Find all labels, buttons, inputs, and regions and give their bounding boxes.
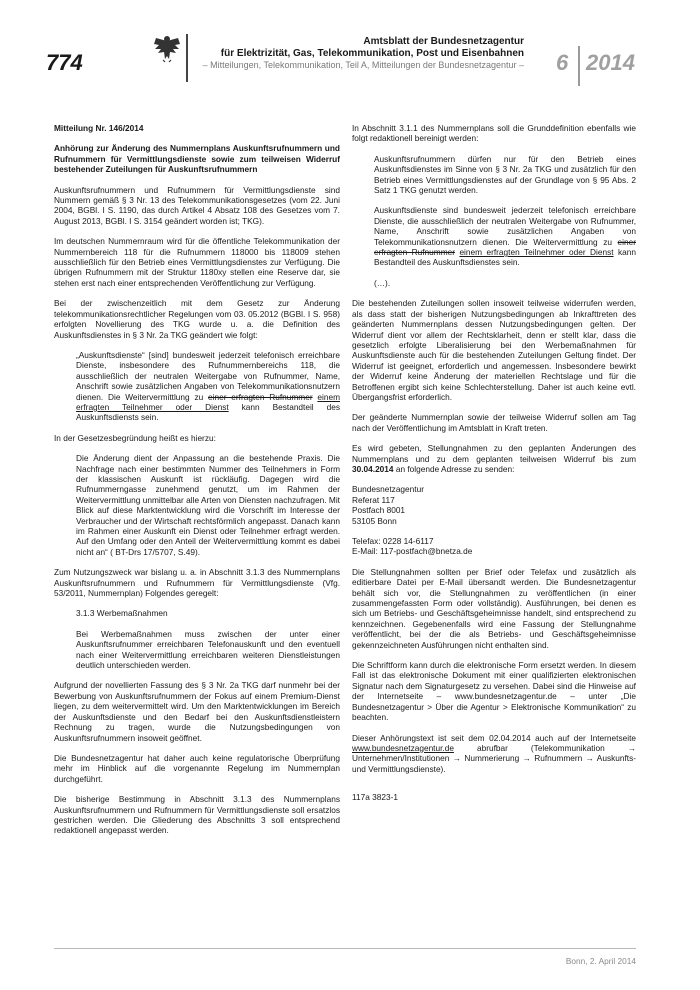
paragraph-text: abrufbar (Telekommunikation → Unternehmen/Institutionen → Nummerierung → Rufnummern → Auskunfts- und Vermittlungsdienste).: [352, 742, 637, 774]
issue-number: 6: [556, 50, 569, 75]
issue-divider: [578, 46, 580, 86]
publication-subtitle: – Mitteilungen, Telekommunikation, Teil A, Mitteilungen der Bundesnetzagentur –: [202, 60, 524, 70]
quote-text: kann Bestandteil des Auskunftsdiensts sein.: [76, 401, 340, 423]
paragraph: [352, 443, 636, 474]
fax-number: Telefax: 0228 14-6117: [352, 536, 434, 546]
inserted-text: einem erfragten Teilnehmer oder Dienst: [76, 391, 341, 412]
address-name: Bundesnetzagentur: [352, 484, 424, 495]
paragraph: Die Schriftform kann durch die elektronische Form ersetzt werden. In diesem Fall ist das elektronische Dokument mit einer qualifizierten elektronischen Signatur nach dem Signaturgesetz zu versehen. Dabei sind die Hinweise auf der Internetseite – www.bundesnetzagentur.de – unter „Die Bundesnetzagentur > Über die Agentur > Elektronische Kommunikation“ zu beachten.: [352, 660, 636, 723]
quote-text: Auskunftsdienste sind bundesweit jederzeit telefonisch erreichbare Dienste, die ausschließlich der neutralen Weitergabe von Rufnummer, Name, Anschrift sowie zusätzlichen Angaben von Telekommunikationsnutzern dienen. Die Weitervermittlung zu: [374, 205, 636, 247]
paragraph: Zum Nutzungszweck war bislang u. a. in Abschnitt 3.1.3 des Nummernplans Auskunftsrufnummern und Rufnummern für Vermittlungsdienste (Vfg. 53/2011, Nummernplan) Folgendes geregelt:: [54, 567, 340, 599]
quote-plan-text: [374, 205, 636, 267]
left-column: [54, 123, 340, 846]
publication-title: [194, 36, 524, 60]
paragraph: Der geänderte Nummernplan sowie der teilweise Widerruf sollen am Tag nach der Veröffentlichung im Amtsblatt in Kraft treten.: [352, 412, 636, 433]
quote-text: „Auskunftsdienste“ [sind] bundesweit jederzeit telefonisch erreichbare Dienste, insbesondere des Rufnummernbereichs 118, die ausschließlich der neutralen Weitergabe von Rufnummer, Name, Anschrift sowie zusätzlichen Angaben von Telekommunikationsnutzern dienen. Die Weitervermittlung zu: [76, 349, 340, 402]
address-pobox: Postfach 8001: [352, 505, 406, 516]
address-department: Referat 117: [352, 494, 395, 505]
notice-title: Anhörung zur Änderung des Nummernplans Auskunftsrufnummern und Rufnummern für Vermittlungsdienste sowie zum teilweisen Widerruf bestehender Zuteilungen für Auskunftsrufnummern: [54, 143, 340, 175]
inserted-text: einem erfragten Teilnehmer oder Dienst: [459, 247, 614, 258]
email-address: E-Mail: 117-postfach@bnetza.de: [352, 546, 473, 557]
paragraph: Die Stellungnahmen sollten per Brief oder Telefax und zusätzlich als editierbare Datei per E-Mail übersandt werden. Die Bundesnetzagentur behält sich vor, die Stellungnahmen zu veröffentlichen (in einer zusammengefassten Form oder vollständig). Ausführungen, bei denen es sich um Betriebs- und Geschäftsgeheimnisse handelt, sind entsprechend zu kennzeichnen. Gegebenenfalls wird eine Fassung der Stellungnahme veröffentlicht, bei der die als Betriebs- und Geschäftsgeheimnisse gekennzeichneten Ausführungen nicht enthalten sind.: [352, 566, 636, 650]
footer-place-date: Bonn, 2. April 2014: [565, 956, 636, 966]
struck-text: einer erfragten Rufnummer: [374, 236, 636, 258]
address-city: 53105 Bonn: [352, 515, 397, 526]
paragraph: Die bisherige Bestimmung in Abschnitt 3.1.3 des Nummernplans Auskunftsrufnummern und Rufnummern für Vermittlungsdienste soll ersatzlos gestrichen werden. Die Gliederung des Abschnitts 3 soll entsprechend redaktionell angepasst werden.: [54, 794, 340, 836]
reference-code: 117a 3823-1: [352, 792, 398, 803]
quote-section-text: Bei Werbemaßnahmen muss zwischen der unter einer Auskunftsrufnummer erreichbaren Telefonauskunft und den eventuell nach einer Weitervermittlung erreichbaren weiteren Dienstleistungen deutlich unterschieden werden.: [76, 628, 340, 671]
paragraph: Auskunftsrufnummern und Rufnummern für Vermittlungsdienste sind Nummern gemäß § 3 Nr. 13 des Telekommunikationsgesetzes (vom 22. Juni 2004, BGBl. I S. 1190, das durch Artikel 4 Absatz 108 des Gesetzes vom 7. August 2013, BGBl. I S. 3154 geändert worden ist; TKG).: [54, 184, 340, 226]
footer-divider: [54, 948, 636, 949]
quote-justification: Die Änderung dient der Anpassung an die bestehende Praxis. Die Nachfrage nach einer bestimmten Nummer des Teilnehmers in Form der klassischen Auskunft ist rückläufig. Dagegen wird die Rufnummerngasse zunehmend genutzt, um im Rahmen der Weitervermittlung unmittelbar alle Arten von Diensten nachzufragen. Mit Blick auf diese Marktentwicklung wird die Vorschrift im Interesse der Verbraucher und der Wirtschaft rechtsförmlich angepasst. Danach kann im Rahmen einer Auskunft ein Dienst oder Teilnehmer erfragt werden. Auf den Umfang oder den Anteil der Weitervermittlung kommt es dabei nicht an“ ( BT-Drs 17/5707, S.49).: [76, 453, 340, 557]
header-divider: [186, 34, 188, 82]
paragraph-text: Es wird gebeten, Stellungnahmen zu den geplanten Änderungen des Nummernplans und zu dem geplanten teilweisen Widerruf bis zum: [352, 443, 636, 464]
page-number: 774: [46, 50, 83, 75]
paragraph: [352, 733, 636, 775]
paragraph: Im deutschen Nummernraum wird für die öffentliche Telekommunikation der Nummernbereich 118 für die Rufnummern 118000 bis 118009 stehen ausschließlich für den Betrieb eines Vermittlungsdienstes zur Verfügung. Die übrigen Rufnummern mit der Struktur 1180xy stellen eine Reserve dar, sie stehen erst nach einer entsprechenden Veröffentlichung zur Verfügung.: [54, 236, 340, 288]
paragraph: Bei der zwischenzeitlich mit dem Gesetz zur Änderung telekommunikationsrechtlicher Regelungen vom 03. 05.2012 (BGBl. I S. 958) erfolgten Novellierung des TKG wurde u. a. die Definition des Auskunftsdienstes in § 3 Nr. 2a TKG geändert wie folgt:: [54, 298, 340, 340]
federal-eagle-icon: [152, 34, 182, 64]
paragraph-text: Dieser Anhörungstext ist seit dem 02.04.2014 auch auf der Internetseite: [352, 732, 636, 743]
notice-number: Mitteilung Nr. 146/2014: [54, 123, 144, 133]
contact-block: [352, 536, 636, 557]
paragraph: In Abschnitt 3.1.1 des Nummernplans soll die Grunddefinition ebenfalls wie folgt redaktionell bereinigt werden:: [352, 123, 636, 144]
postal-address: [352, 484, 636, 526]
publication-title-line1: Amtsblatt der Bundesnetzagentur: [363, 36, 524, 47]
paragraph: Aufgrund der novellierten Fassung des § 3 Nr. 2a TKG darf nunmehr bei der Bewerbung von Auskunftsrufnummern der Fokus auf einem Premium-Dienst liegen, zu dem weitervermittelt wird. Um den Marktentwicklungen im Bereich der Auskunftsdienste und den Bedarf bei den Auskunftsdienstleistern Rechnung zu tragen, wurde die Nutzungsbedingungen von Auskunftsrufnummern insoweit geöffnet.: [54, 680, 340, 743]
deadline-date: 30.04.2014: [352, 463, 394, 474]
issue-label: [556, 50, 656, 90]
publication-title-line2: für Elektrizität, Gas, Telekommunikation, Post und Eisenbahnen: [220, 48, 524, 59]
quote-text: kann Bestandteil des Auskunftsdienstes sein.: [374, 247, 636, 268]
paragraph: Die Bundesnetzagentur hat daher auch keine regulatorische Überprüfung mehr im Hinblick auf die vorgenannte Regelung im Nummernplan durchgeführt.: [54, 752, 340, 784]
struck-text: einer erfragten Rufnummer: [208, 391, 313, 402]
right-column: [352, 123, 636, 813]
issue-year: 2014: [586, 50, 635, 75]
quote-definition: [76, 350, 340, 423]
quote-ellipsis: (…).: [374, 277, 391, 288]
paragraph-text: an folgende Adresse zu senden:: [395, 463, 515, 474]
paragraph: In der Gesetzesbegründung heißt es hierzu:: [54, 432, 216, 443]
quote-section-heading: 3.1.3 Werbemaßnahmen: [76, 608, 168, 619]
paragraph: Die bestehenden Zuteilungen sollen insoweit teilweise widerrufen werden, als dass statt der bisherigen Nutzungsbedingungen ab Inkrafttreten des geänderten Nummernplans dessen Nutzungsbedingungen gelten. Der Widerruf dient vor allem der Rechtsklarheit, denn er stellt klar, dass die gesetzlich erfolgte Liberalisierung bei den Werbemaßnahmen für Auskunftsdienste auch für die bestehenden Zuteilungen Geltung findet. Der Widerruf ist geeignet, erforderlich und angemessen. Insbesondere bewirkt der Widerruf keine Änderung der materiellen Rechtslage und für die Betroffenen ergibt sich keine Schlechterstellung. Daher ist auch keine evtl. Übergangsfrist erforderlich.: [352, 298, 636, 402]
quote-plan-text: Auskunftsrufnummern dürfen nur für den Betrieb eines Auskunftsdienstes im Sinne von § 3 Nr. 2a TKG und zusätzlich für den Betrieb eines Vermittlungsdienstes auf der Grundlage von § 95 Abs. 2 Satz 1 TKG genutzt werden.: [374, 153, 636, 196]
website-link[interactable]: www.bundesnetzagentur.de: [352, 742, 454, 753]
